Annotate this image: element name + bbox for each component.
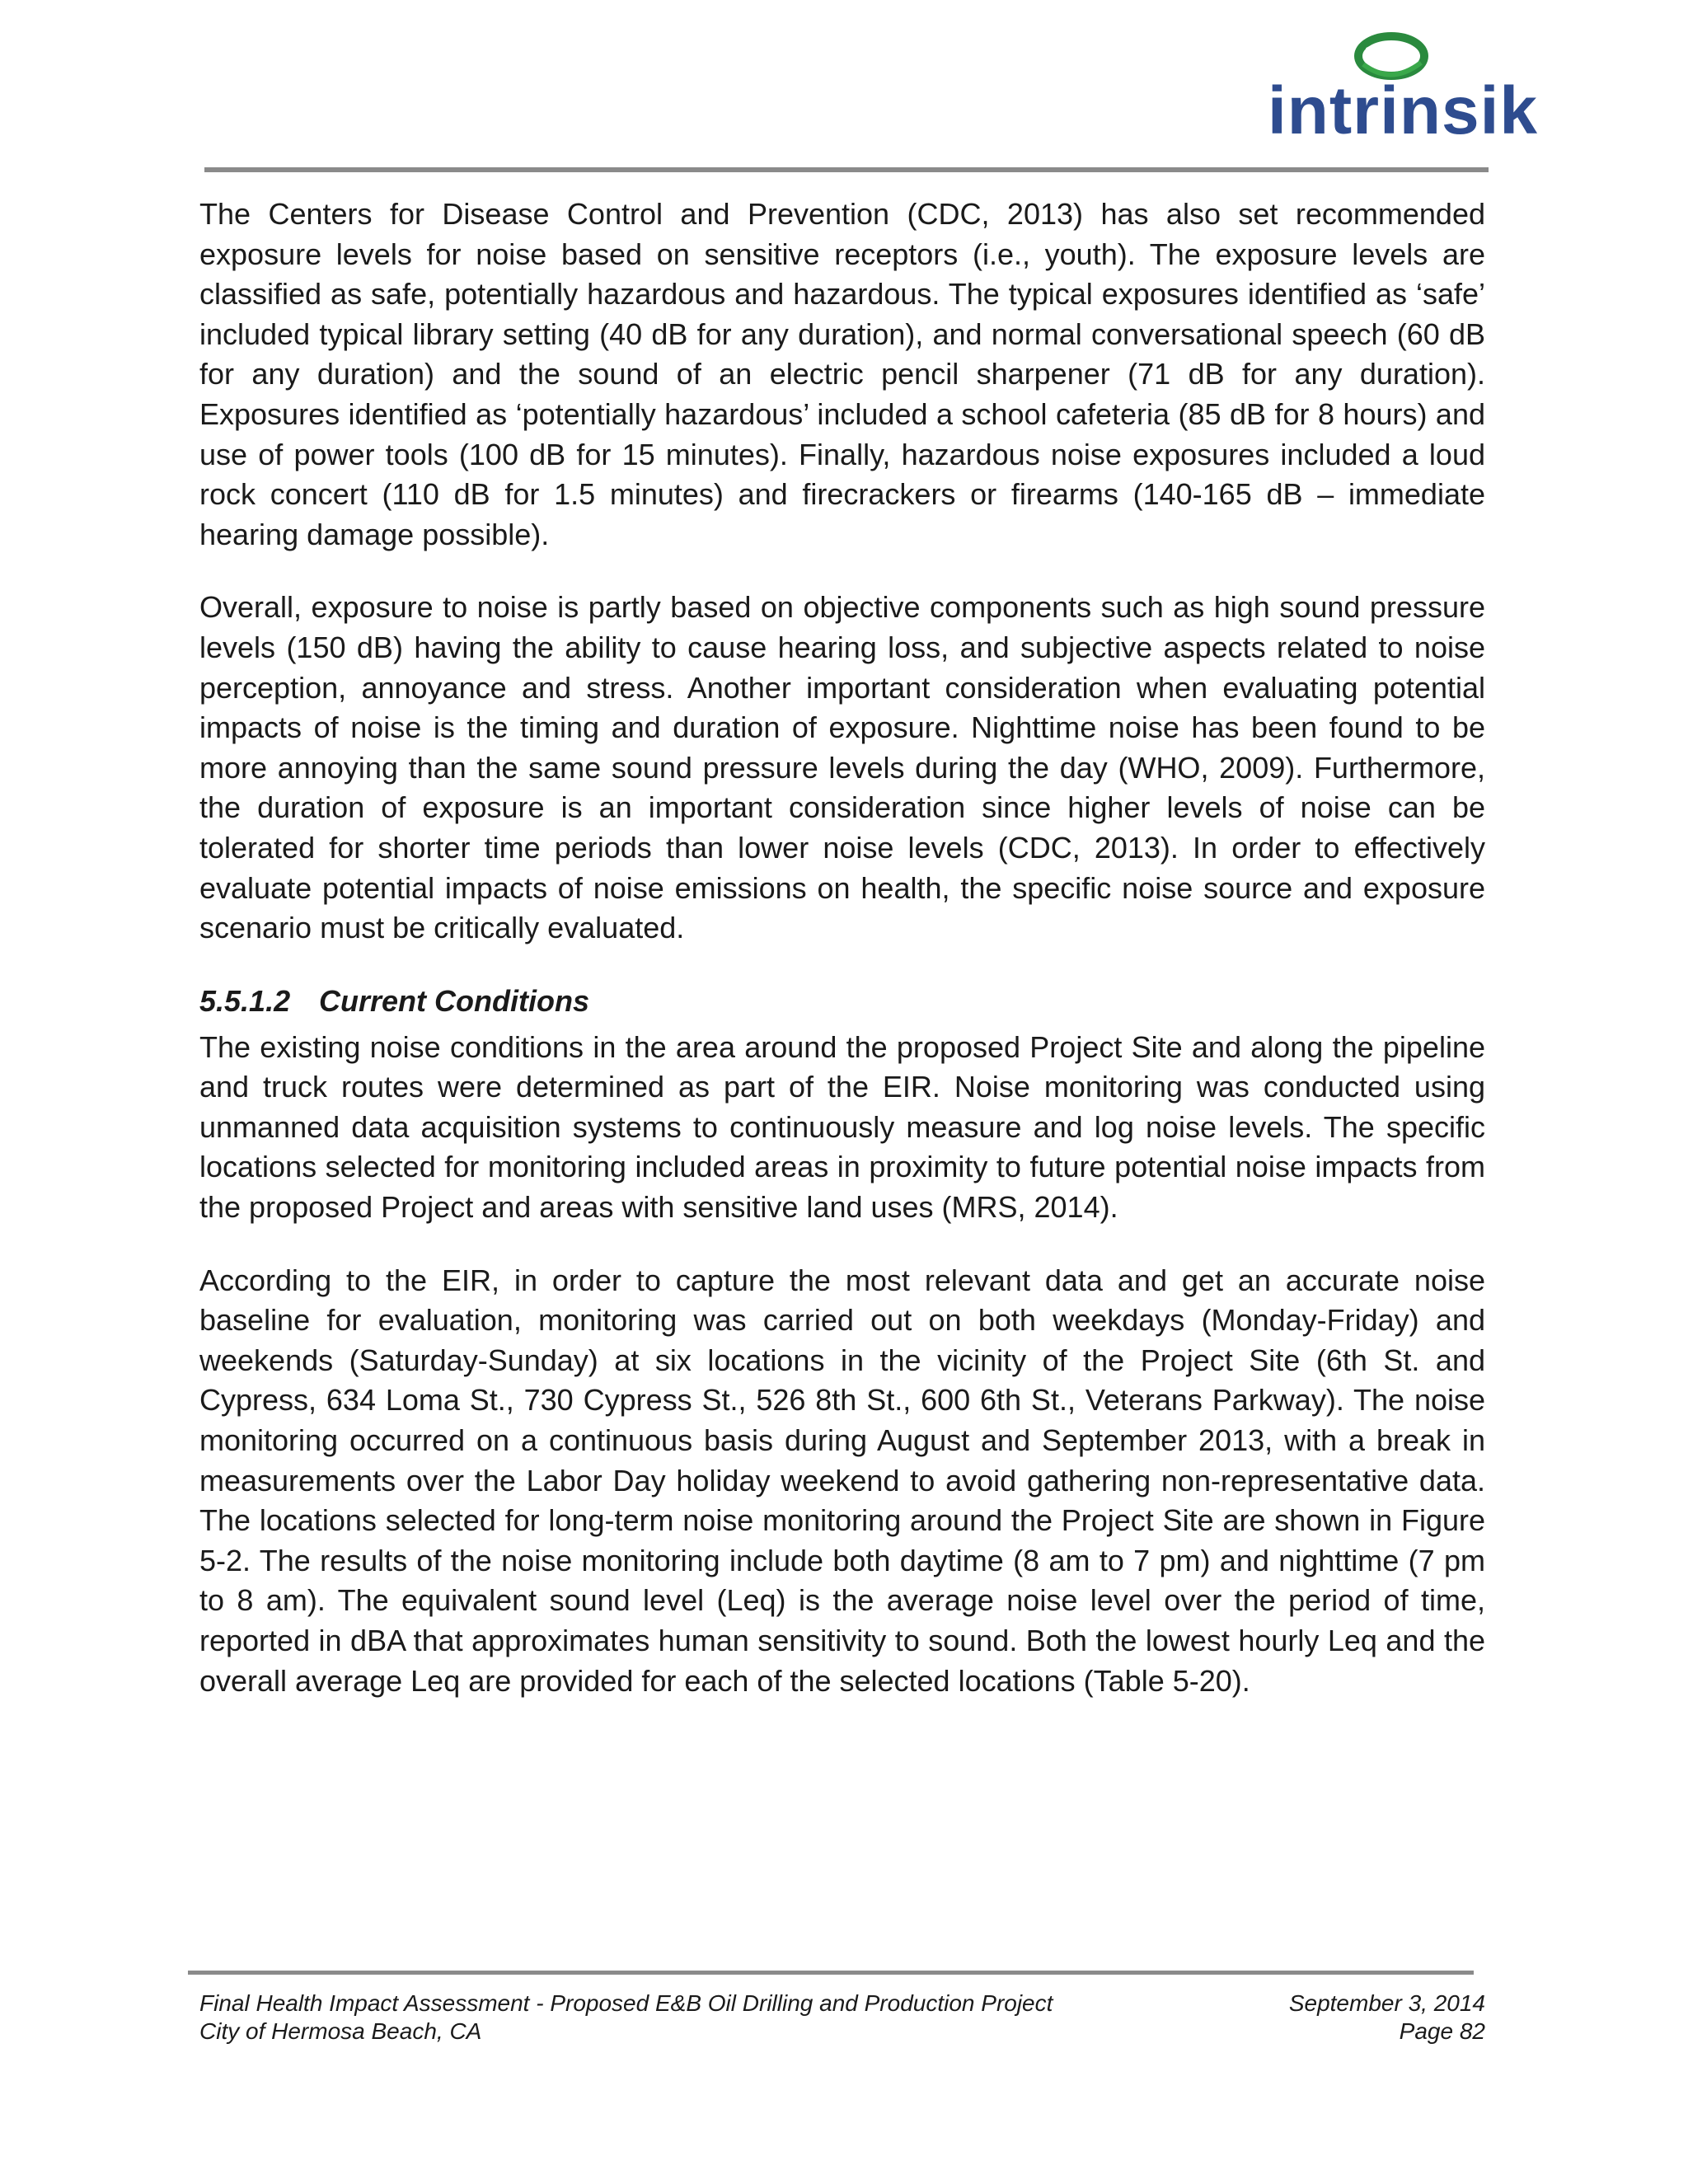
- footer-date: September 3, 2014: [1288, 1990, 1485, 2016]
- section-title: Current Conditions: [319, 983, 589, 1018]
- footer-divider: [188, 1971, 1474, 1975]
- section-number: 5.5.1.2: [199, 983, 291, 1018]
- footer-row-2: [199, 2018, 1485, 2046]
- paragraph-existing-conditions: The existing noise conditions in the area around the proposed Project Site and along the pipeline and truck routes were determined as part of the EIR. Noise monitoring was conducted using unmanned data acquisition systems to continuously measure and log noise levels. The specific locations selected for monitoring included areas in proximity to future potential noise impacts from the proposed Project and areas with sensitive land uses (MRS, 2014).: [199, 1029, 1485, 1225]
- paragraph-monitoring-details: According to the EIR, in order to capture the most relevant data and get an accurate noise baseline for evaluation, monitoring was carried out on both weekdays (Monday-Friday) and weekends (Saturday-Sunday) at six locations in the vicinity of the Project Site (6th St. and Cypress, 634 Loma St., 730 Cypress St., 526 8th St., 600 6th St., Veterans Parkway). The noise monitoring occurred on a continuous basis during August and September 2013, with a break in measurements over the Labor Day holiday weekend to avoid gathering non-representative data. The locations selected for long-term noise monitoring around the Project Site are shown in Figure 5-2. The results of the noise monitoring include both daytime (8 am to 7 pm) and nighttime (7 pm to 8 am). The equivalent sound level (Leq) is the average noise level over the period of time, reported in dBA that approximates human sensitivity to sound. Both the lowest hourly Leq and the overall average Leq are provided for each of the selected locations (Table 5-20).: [199, 1263, 1485, 1698]
- paragraph-overall-exposure: Overall, exposure to noise is partly based on objective components such as high sound pressure levels (150 dB) having the ability to cause hearing loss, and subjective aspects related to noise perception, annoyance and stress. Another important consideration when evaluating potential impacts of noise is the timing and duration of exposure. Nighttime noise has been found to be more annoying than the same sound pressure levels during the day (WHO, 2009). Furthermore, the duration of exposure is an important consideration since higher levels of noise can be tolerated for shorter time periods than lower noise levels (CDC, 2013). In order to effectively evaluate potential impacts of noise emissions on health, the specific noise source and exposure scenario must be critically evaluated.: [199, 590, 1485, 945]
- logo-wordmark: intrinsik: [1268, 73, 1538, 148]
- footer-location: City of Hermosa Beach, CA: [199, 2018, 482, 2044]
- paragraph-cdc-exposure: The Centers for Disease Control and Prevention (CDC, 2013) has also set recommended exposure levels for noise based on sensitive receptors (i.e., youth). The exposure levels are classified as safe, potentially hazardous and hazardous. The typical exposures identified as ‘safe’ included typical library setting (40 dB for any duration), and normal conversational speech (60 dB for any duration) and the sound of an electric pencil sharpener (71 dB for any duration). Exposures identified as ‘potentially hazardous’ included a school cafeteria (85 dB for 8 hours) and use of power tools (100 dB for 15 minutes). Finally, hazardous noise exposures included a loud rock concert (110 dB for 1.5 minutes) and firecrackers or firearms (140-165 dB – immediate hearing damage possible).: [199, 197, 1485, 551]
- footer-document-title: Final Health Impact Assessment - Proposed E&B Oil Drilling and Production Project: [199, 1990, 1053, 2016]
- footer-row-1: [199, 1990, 1485, 2018]
- header-divider: [204, 167, 1489, 172]
- footer-page-number: Page 82: [1399, 2018, 1485, 2044]
- section-heading: [199, 982, 1485, 1021]
- page-footer: [199, 1990, 1485, 2046]
- document-body: [199, 194, 1485, 1734]
- intrinsik-logo: [1268, 31, 1538, 155]
